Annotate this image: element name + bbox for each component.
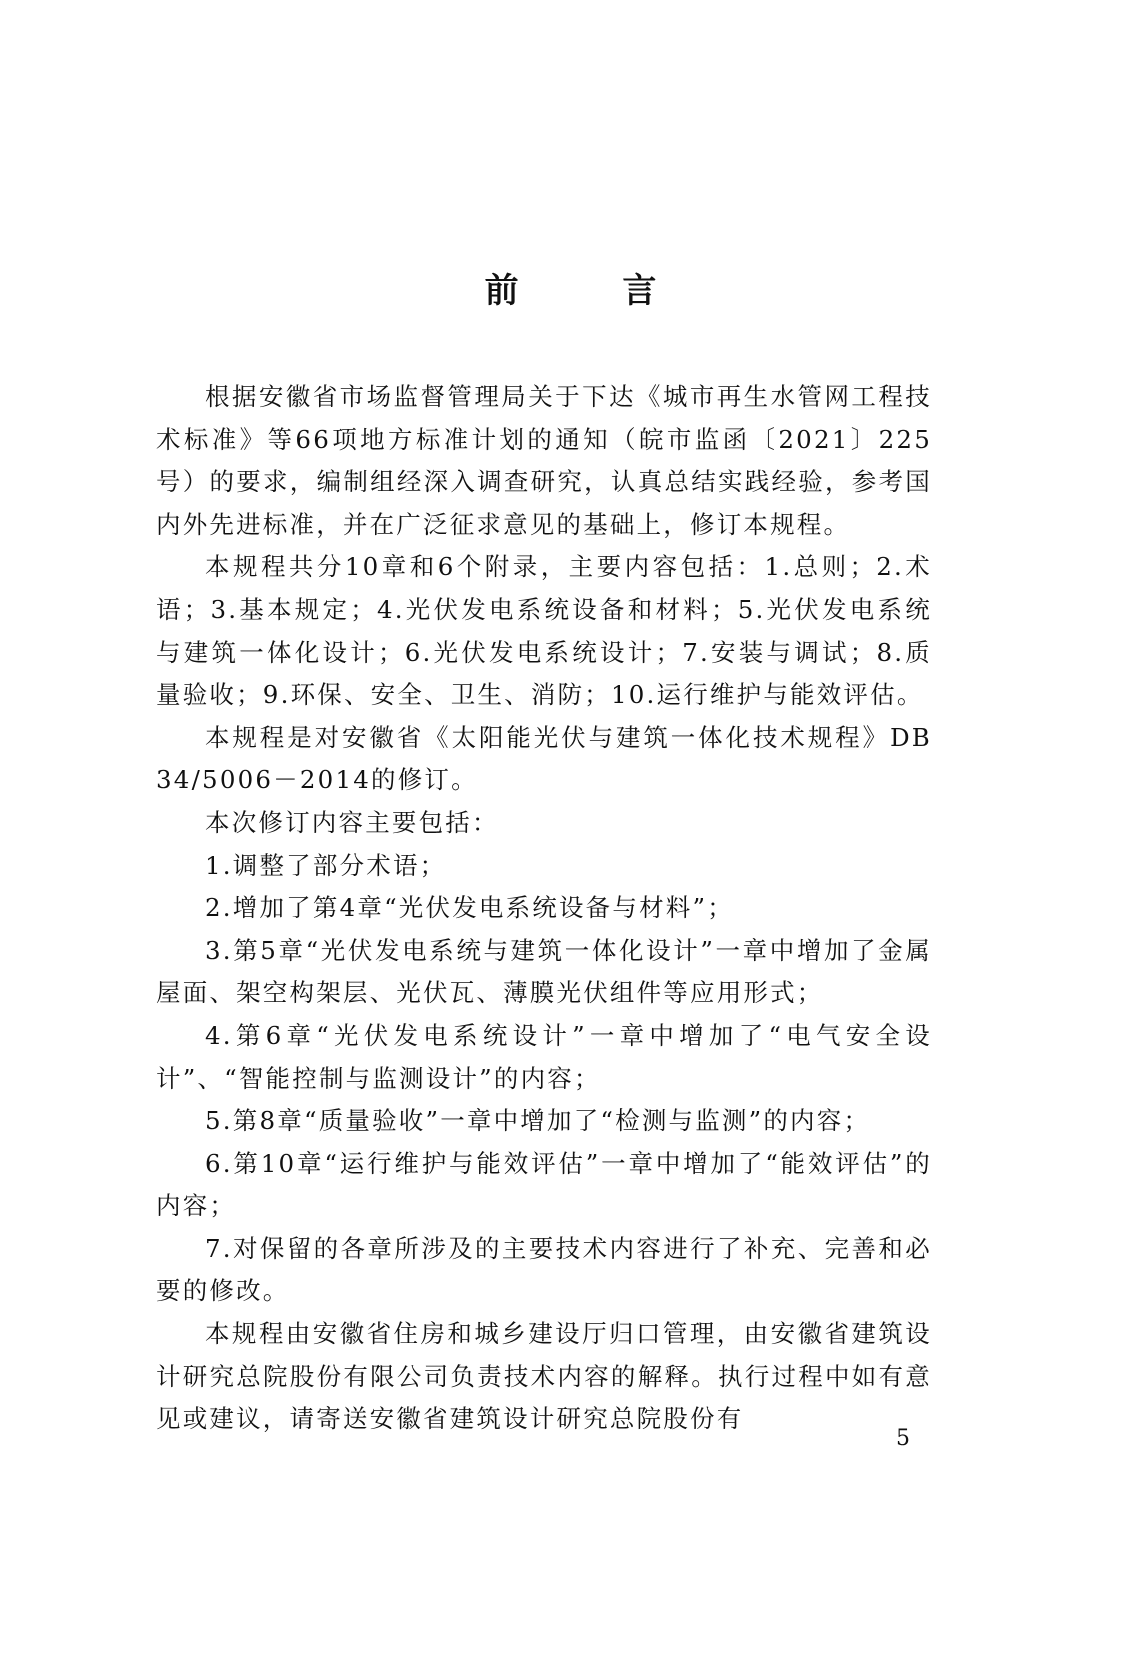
revision-item-2: 2.增加了第4章“光伏发电系统设备与材料”； — [205, 893, 734, 923]
paragraph-management: 本规程由安徽省住房和城乡建设厅归口管理，由安徽省建筑设计研究总院股份有限公司负责技术内容的解释。执行过程中如有意见或建议，请寄送安徽省建筑设计研究总院股份有 — [156, 1319, 932, 1434]
revision-item-6: 6.第10章“运行维护与能效评估”一章中增加了“能效评估”的内容； — [156, 1148, 932, 1221]
revision-item-5: 5.第8章“质量验收”一章中增加了“检测与监测”的内容； — [205, 1106, 871, 1136]
preface-body — [156, 376, 932, 1441]
page-title: 前 言 — [484, 271, 703, 311]
page-number: 5 — [896, 1426, 910, 1451]
paragraph-revision-of: 本规程是对安徽省《太阳能光伏与建筑一体化技术规程》DB34/5006－2014的修订。 — [156, 722, 932, 795]
paragraph-revision-intro: 本次修订内容主要包括： — [205, 807, 499, 837]
revision-item-4: 4.第6章“光伏发电系统设计”一章中增加了“电气安全设计”、“智能控制与监测设计”的内容； — [156, 1020, 932, 1093]
revision-item-1: 1.调整了部分术语； — [205, 850, 447, 880]
paragraph-task-source: 根据安徽省市场监督管理局关于下达《城市再生水管网工程技术标准》等66项地方标准计划的通知（皖市监函〔2021〕225号）的要求，编制组经深入调查研究，认真总结实践经验，参考国内外先进标准，并在广泛征求意见的基础上，修订本规程。 — [156, 382, 932, 539]
revision-item-3: 3.第5章“光伏发电系统与建筑一体化设计”一章中增加了金属屋面、架空构架层、光伏瓦、薄膜光伏组件等应用形式； — [156, 935, 932, 1008]
paragraph-contents: 本规程共分10章和6个附录，主要内容包括：1.总则；2.术语；3.基本规定；4.光伏发电系统设备和材料；5.光伏发电系统与建筑一体化设计；6.光伏发电系统设计；7.安装与调试；8.质量验收；9.环保、安全、卫生、消防；10.运行维护与能效评估。 — [156, 552, 932, 710]
revision-item-7: 7.对保留的各章所涉及的主要技术内容进行了补充、完善和必要的修改。 — [156, 1233, 932, 1306]
